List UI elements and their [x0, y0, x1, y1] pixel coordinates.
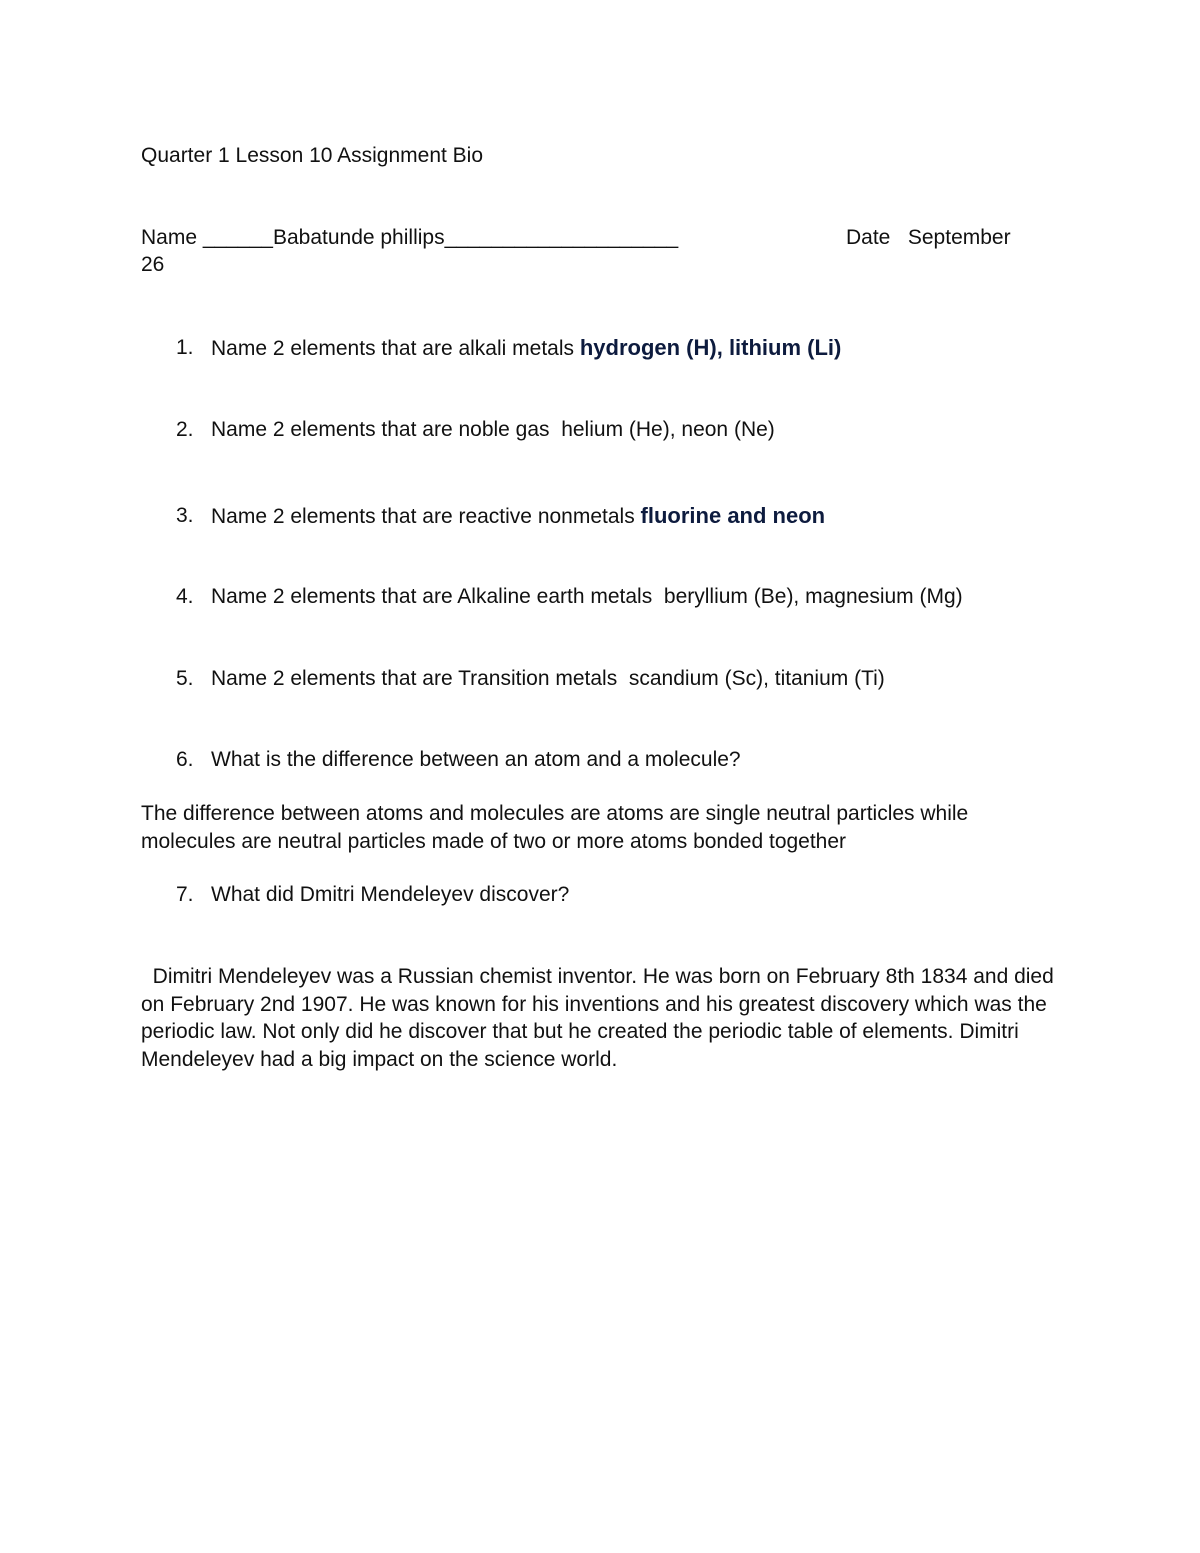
question-answer: scandium (Sc), titanium (Ti): [628, 667, 885, 690]
question-number: 3.: [176, 504, 194, 527]
question-number: 5.: [176, 667, 194, 690]
question-answer: fluorine and neon: [640, 503, 826, 528]
question-number: 1.: [176, 336, 194, 359]
name-label: Name: [141, 226, 198, 249]
date-month: September: [907, 226, 1011, 249]
assignment-title: Quarter 1 Lesson 10 Assignment Bio: [141, 144, 484, 167]
question-item: [211, 334, 841, 362]
question-item: [211, 416, 775, 443]
question-prompt: What is the difference between an atom and a molecule?: [211, 748, 741, 771]
question-number: 7.: [176, 883, 194, 906]
question-item: [211, 746, 741, 773]
question-prompt: Name 2 elements that are reactive nonmetals: [211, 505, 641, 528]
question-answer: hydrogen (H), lithium (Li): [579, 335, 842, 360]
question-prompt: Name 2 elements that are Alkaline earth metals: [211, 585, 664, 608]
question-prompt: Name 2 elements that are Transition metals: [211, 667, 629, 690]
question-number: 4.: [176, 585, 194, 608]
question-answer: helium (He), neon (Ne): [561, 418, 775, 441]
question-answer: beryllium (Be), magnesium (Mg): [663, 585, 963, 608]
question-item: [211, 881, 569, 908]
question-number: 2.: [176, 418, 194, 441]
question-item: [211, 502, 825, 530]
question-prompt: Name 2 elements that are noble gas: [211, 418, 562, 441]
question-number: 6.: [176, 748, 194, 771]
question-prompt: Name 2 elements that are alkali metals: [211, 337, 580, 360]
question-item: [211, 665, 885, 692]
name-line: [141, 224, 678, 251]
q7-answer-paragraph: Dimitri Mendeleyev was a Russian chemist inventor. He was born on February 8th 1834 and died on February 2nd 1907. He was known for his inventions and his greatest discovery which was the periodic law. Not only did he discover that but he created the periodic table of elements. Dimitri Mendeleyev had a big impact on the science world.: [141, 965, 1060, 1071]
question-item: [211, 583, 963, 610]
q6-answer-paragraph: The difference between atoms and molecules are atoms are single neutral particles while molecules are neutral particles made of two or more atoms bonded together: [141, 802, 969, 853]
student-name: ______Babatunde phillips____________________: [202, 226, 679, 249]
date-label: Date: [846, 226, 891, 249]
date-day: 26: [141, 253, 165, 276]
question-prompt: What did Dmitri Mendeleyev discover?: [211, 883, 570, 906]
date-line: [846, 224, 1011, 251]
